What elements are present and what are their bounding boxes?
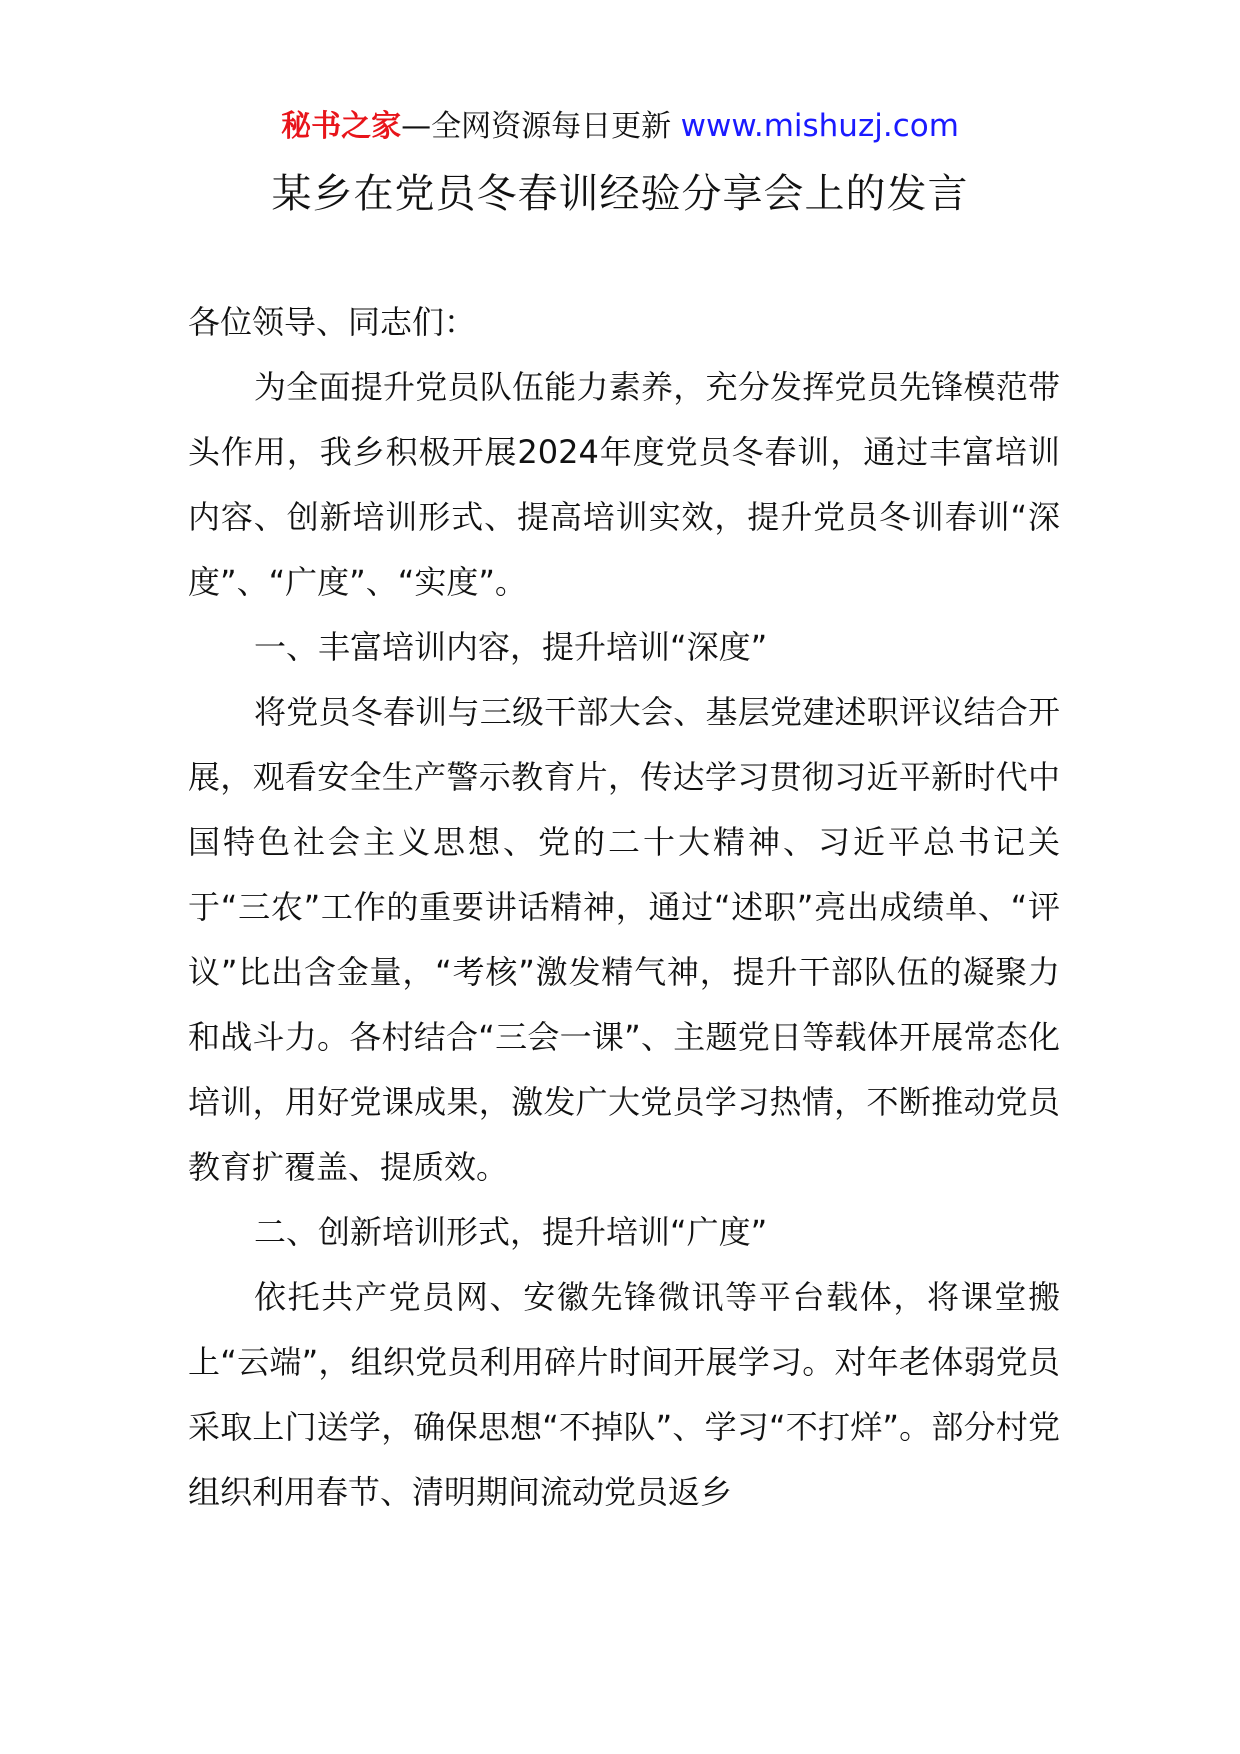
site-url-link[interactable]: www.mishuzj.com <box>680 108 959 144</box>
section-heading-2: 二、创新培训形式，提升培训“广度” <box>254 1213 768 1251</box>
brand-name: 秘书之家 <box>281 109 402 144</box>
paragraph-section-2: 依托共产党员网、安徽先锋微讯等平台载体，将课堂搬上“云端”，组织党员利用碎片时间开展学习。对年老体弱党员采取上门送学，确保思想“不掉队”、学习“不打烊”。部分村党组织利用春节、清明期间流动党员返乡 <box>188 1278 1060 1511</box>
section-heading-1: 一、丰富培训内容，提升培训“深度” <box>254 628 768 666</box>
paragraph-section-1: 将党员冬春训与三级干部大会、基层党建述职评议结合开展，观看安全生产警示教育片，传达学习贯彻习近平新时代中国特色社会主义思想、党的二十大精神、习近平总书记关于“三农”工作的重要讲话精神，通过“述职”亮出成绩单、“评议”比出含金量，“考核”激发精气神，提升干部队伍的凝聚力和战斗力。各村结合“三会一课”、主题党日等载体开展常态化培训，用好党课成果，激发广大党员学习热情，不断推动党员教育扩覆盖、提质效。 <box>188 693 1060 1186</box>
document-title: 某乡在党员冬春训经验分享会上的发言 <box>271 171 969 217</box>
salutation: 各位领导、同志们： <box>188 303 477 341</box>
document-body <box>188 290 1060 1525</box>
header-banner <box>0 104 1240 149</box>
paragraph-intro: 为全面提升党员队伍能力素养，充分发挥党员先锋模范带头作用，我乡积极开展2024年度党员冬春训，通过丰富培训内容、创新培训形式、提高培训实效，提升党员冬训春训“深度”、“广度”、“实度”。 <box>188 368 1060 601</box>
header-slogan: —全网资源每日更新 <box>401 109 672 144</box>
